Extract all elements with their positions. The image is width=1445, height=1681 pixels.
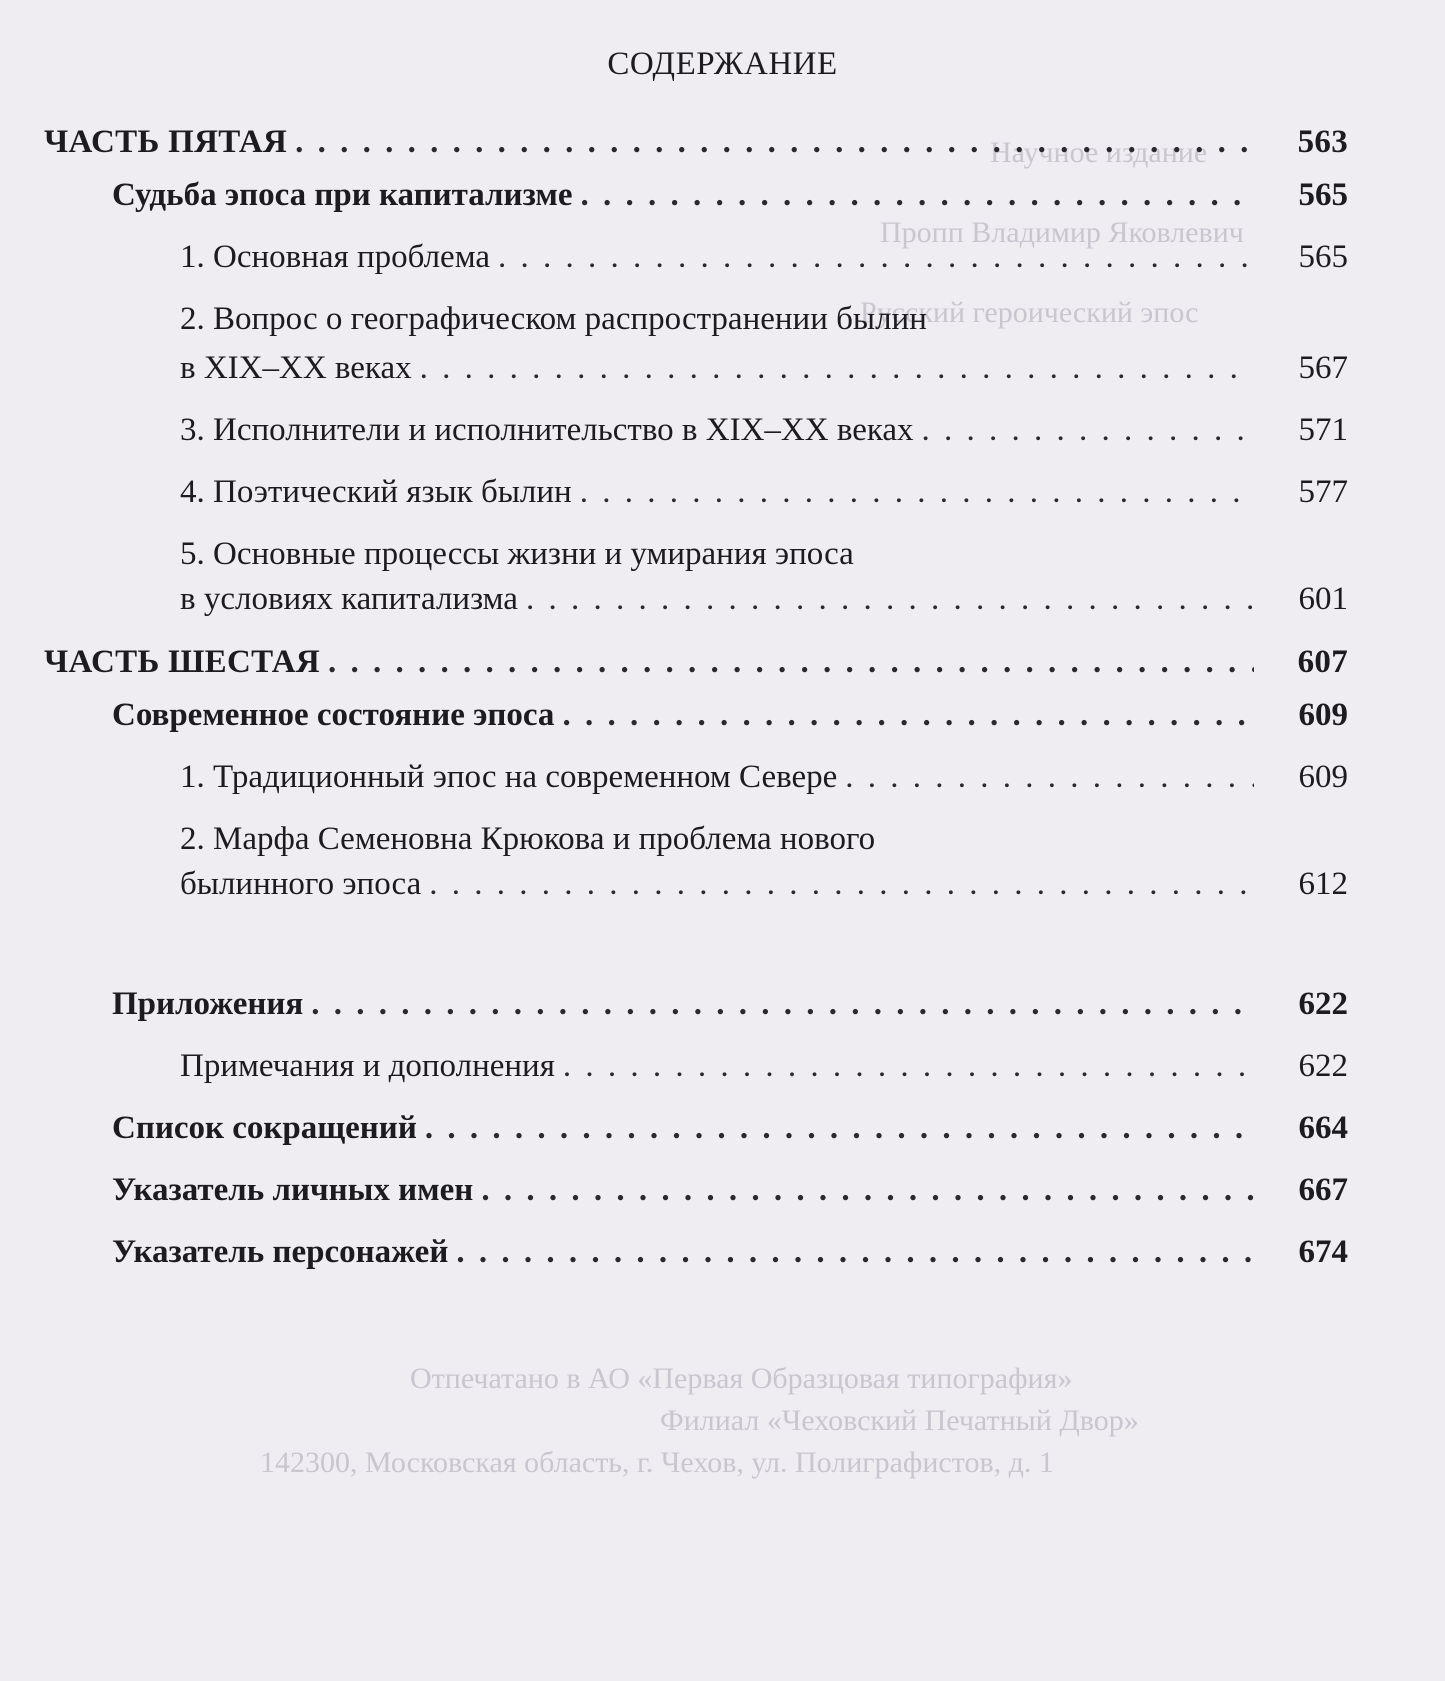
toc-page-number: 567: [1298, 350, 1348, 386]
toc-entry-appendices[interactable]: [44, 984, 1348, 1024]
toc-entry-title: Приложения: [112, 986, 304, 1022]
toc-entry-last-line: [180, 864, 1348, 904]
toc-entry-title: Указатель персонажей: [112, 1234, 449, 1270]
toc-entry-section-multiline[interactable]: [44, 534, 1348, 619]
toc-entry-section-multiline[interactable]: [44, 299, 1348, 388]
toc-page-number: 612: [1298, 866, 1348, 902]
show-through-text: 142300, Московская область, г. Чехов, ул. Полиграфистов, д. 1: [260, 1446, 1054, 1479]
dot-leader: [922, 410, 1254, 450]
toc-entry-section[interactable]: [44, 237, 1348, 277]
show-through-text: Отпечатано в АО «Первая Образцовая типография»: [410, 1362, 1073, 1395]
dot-leader: [429, 864, 1254, 904]
toc-entry-abbreviations[interactable]: [44, 1108, 1348, 1148]
toc-entry-title: 1. Традиционный эпос на современном Севере: [180, 759, 838, 795]
toc-page-number: 607: [1297, 644, 1348, 680]
show-through-text: Русский героический эпос: [860, 296, 1199, 329]
dot-leader: [580, 472, 1254, 512]
toc-page-number: 622: [1298, 986, 1348, 1022]
toc-entry-title: 4. Поэтический язык былин: [180, 474, 572, 510]
dot-leader: [581, 175, 1255, 215]
toc-entry-title-line1: 5. Основные процессы жизни и умирания эпоса: [180, 536, 854, 572]
dot-leader: [563, 1046, 1254, 1086]
dot-leader: [845, 757, 1254, 797]
toc-entry-title: Примечания и дополнения: [180, 1048, 555, 1084]
toc-entry-chapter[interactable]: [44, 175, 1348, 215]
page-title: СОДЕРЖАНИЕ: [607, 46, 838, 82]
toc-page-number: 667: [1298, 1172, 1348, 1208]
toc-page-number: 609: [1298, 697, 1348, 733]
toc-page-number: 674: [1298, 1234, 1348, 1270]
dot-leader: [481, 1170, 1254, 1210]
toc-page-number: 571: [1298, 412, 1348, 448]
dot-leader: [526, 579, 1254, 619]
toc-entry-title: в условиях капитализма: [180, 581, 518, 617]
show-through-text: Научное издание: [990, 136, 1208, 169]
toc-entry-title: ЧАСТЬ ПЯТАЯ: [44, 124, 288, 160]
toc-entry-title: былинного эпоса: [180, 866, 422, 902]
toc-entry-title: 1. Основная проблема: [180, 239, 491, 275]
dot-leader: [295, 122, 1254, 162]
toc-entry-title-line1: 2. Марфа Семеновна Крюкова и проблема нового: [180, 821, 876, 857]
toc-entry-section[interactable]: [44, 757, 1348, 797]
show-through-text: Пропп Владимир Яковлевич: [880, 216, 1244, 249]
show-through-text: Филиал «Чеховский Печатный Двор»: [660, 1404, 1139, 1437]
dot-leader: [311, 984, 1254, 1024]
toc-entry-title: 3. Исполнители и исполнительство в XIX–XX веках: [180, 412, 914, 448]
toc-entry-section[interactable]: [44, 472, 1348, 512]
toc-entry-name-index[interactable]: [44, 1170, 1348, 1210]
toc-page-number: 563: [1297, 124, 1348, 160]
toc-entry-title: Указатель личных имен: [112, 1172, 474, 1208]
toc-entry-title: Судьба эпоса при капитализме: [112, 177, 573, 213]
table-of-contents: [44, 120, 1348, 1272]
dot-leader: [562, 695, 1254, 735]
toc-entry-character-index[interactable]: [44, 1232, 1348, 1272]
dot-leader: [420, 348, 1254, 388]
toc-entry-title: Современное состояние эпоса: [112, 697, 555, 733]
dot-leader: [328, 642, 1254, 682]
toc-entry-chapter[interactable]: [44, 695, 1348, 735]
toc-entry-title: ЧАСТЬ ШЕСТАЯ: [44, 644, 321, 680]
toc-entry-title-line1: 2. Вопрос о географическом распространении былин: [180, 301, 927, 337]
toc-entry-part-five[interactable]: [44, 122, 1348, 162]
toc-page-number: 601: [1298, 581, 1348, 617]
toc-entry-notes[interactable]: [44, 1046, 1348, 1086]
toc-entry-last-line: [180, 579, 1348, 619]
toc-page-number: 577: [1298, 474, 1348, 510]
dot-leader: [425, 1108, 1254, 1148]
dot-leader: [498, 237, 1254, 277]
toc-page-number: 565: [1298, 177, 1348, 213]
toc-entry-title: в XIX–XX веках: [180, 350, 412, 386]
toc-entry-part-six[interactable]: [44, 642, 1348, 682]
dot-leader: [456, 1232, 1254, 1272]
toc-page-number: 609: [1298, 759, 1348, 795]
toc-entry-title: Список сокращений: [112, 1110, 417, 1146]
toc-page-number: 664: [1298, 1110, 1348, 1146]
toc-entry-section[interactable]: [44, 410, 1348, 450]
toc-page-number: 565: [1298, 239, 1348, 275]
toc-entry-section-multiline[interactable]: [44, 819, 1348, 904]
toc-entry-last-line: [180, 348, 1348, 388]
toc-page-number: 622: [1298, 1048, 1348, 1084]
